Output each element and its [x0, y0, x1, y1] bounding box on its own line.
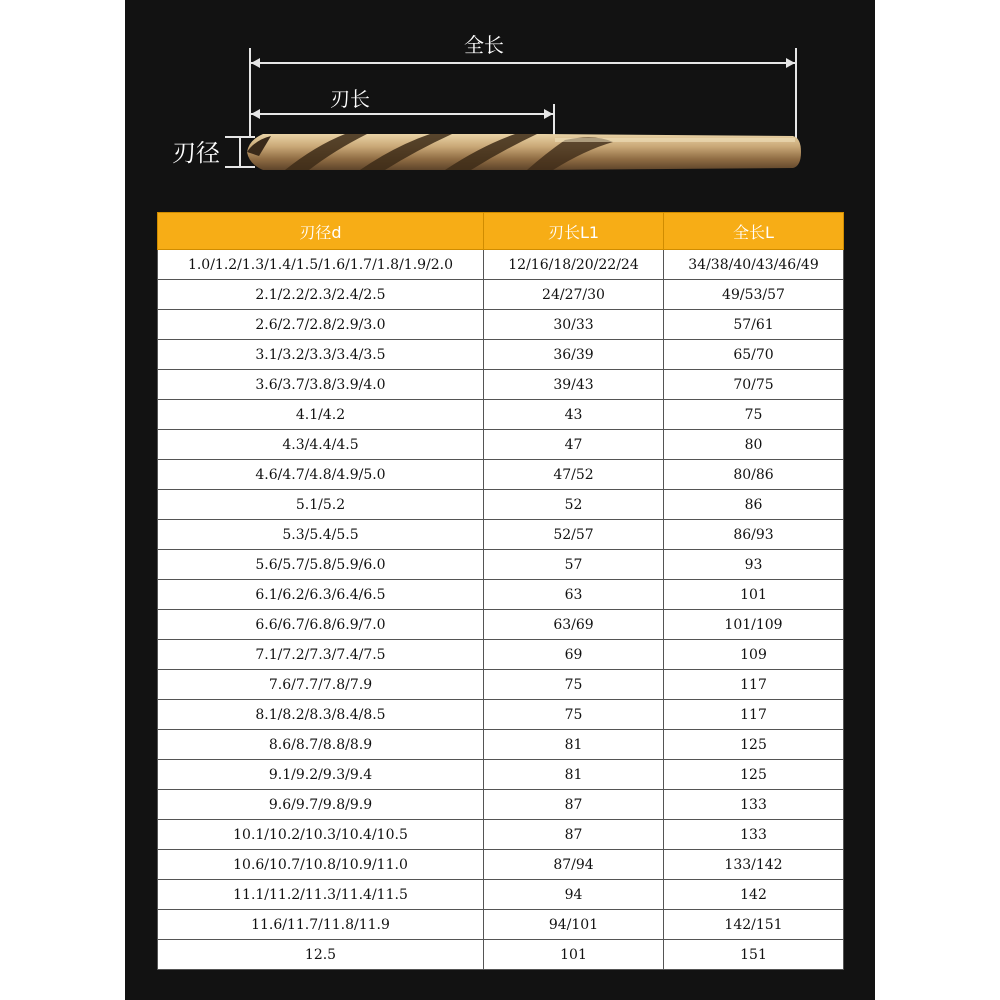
cell-diameter: 9.6/9.7/9.8/9.9: [158, 790, 484, 820]
cell-blade-length: 63/69: [484, 610, 664, 640]
table-row: [158, 640, 844, 670]
cell-blade-length: 52: [484, 490, 664, 520]
header-blade-length: 刃长L1: [484, 213, 664, 250]
cell-total-length: 101: [664, 580, 844, 610]
table-row: [158, 430, 844, 460]
cell-diameter: 4.3/4.4/4.5: [158, 430, 484, 460]
table-row: [158, 700, 844, 730]
cell-blade-length: 81: [484, 760, 664, 790]
cell-total-length: 133: [664, 790, 844, 820]
cell-blade-length: 75: [484, 670, 664, 700]
table-row: [158, 790, 844, 820]
cell-blade-length: 47/52: [484, 460, 664, 490]
total-length-line: [251, 62, 795, 64]
table-row: [158, 460, 844, 490]
cell-diameter: 11.1/11.2/11.3/11.4/11.5: [158, 880, 484, 910]
cell-diameter: 10.6/10.7/10.8/10.9/11.0: [158, 850, 484, 880]
cell-blade-length: 12/16/18/20/22/24: [484, 250, 664, 280]
cell-diameter: 4.1/4.2: [158, 400, 484, 430]
diameter-label: 刃径: [172, 139, 220, 167]
table-row: [158, 940, 844, 970]
table-row: [158, 910, 844, 940]
cell-diameter: 3.1/3.2/3.3/3.4/3.5: [158, 340, 484, 370]
cell-total-length: 133: [664, 820, 844, 850]
table-row: [158, 850, 844, 880]
cell-blade-length: 94: [484, 880, 664, 910]
table-row: [158, 730, 844, 760]
cell-blade-length: 39/43: [484, 370, 664, 400]
cell-total-length: 117: [664, 700, 844, 730]
cell-blade-length: 52/57: [484, 520, 664, 550]
cell-diameter: 7.1/7.2/7.3/7.4/7.5: [158, 640, 484, 670]
cell-diameter: 5.1/5.2: [158, 490, 484, 520]
blade-length-label: 刃长: [326, 88, 374, 110]
cell-total-length: 142/151: [664, 910, 844, 940]
cell-total-length: 34/38/40/43/46/49: [664, 250, 844, 280]
table-row: [158, 370, 844, 400]
cell-total-length: 125: [664, 730, 844, 760]
total-length-label: 全长: [460, 34, 508, 56]
cell-diameter: 2.1/2.2/2.3/2.4/2.5: [158, 280, 484, 310]
cell-total-length: 142: [664, 880, 844, 910]
cell-diameter: 2.6/2.7/2.8/2.9/3.0: [158, 310, 484, 340]
cell-diameter: 10.1/10.2/10.3/10.4/10.5: [158, 820, 484, 850]
cell-total-length: 80: [664, 430, 844, 460]
total-length-arrow-right: [786, 58, 795, 68]
cell-blade-length: 69: [484, 640, 664, 670]
cell-blade-length: 87: [484, 820, 664, 850]
cell-diameter: 1.0/1.2/1.3/1.4/1.5/1.6/1.7/1.8/1.9/2.0: [158, 250, 484, 280]
cell-total-length: 86: [664, 490, 844, 520]
table-row: [158, 520, 844, 550]
cell-diameter: 9.1/9.2/9.3/9.4: [158, 760, 484, 790]
blade-length-arrow-left: [251, 109, 260, 119]
cell-blade-length: 36/39: [484, 340, 664, 370]
cell-diameter: 5.6/5.7/5.8/5.9/6.0: [158, 550, 484, 580]
cell-diameter: 12.5: [158, 940, 484, 970]
table-row: [158, 400, 844, 430]
cell-diameter: 5.3/5.4/5.5: [158, 520, 484, 550]
cell-blade-length: 47: [484, 430, 664, 460]
table-row: [158, 820, 844, 850]
cell-diameter: 6.6/6.7/6.8/6.9/7.0: [158, 610, 484, 640]
cell-total-length: 125: [664, 760, 844, 790]
cell-diameter: 7.6/7.7/7.8/7.9: [158, 670, 484, 700]
cell-blade-length: 101: [484, 940, 664, 970]
table-row: [158, 310, 844, 340]
table-row: [158, 760, 844, 790]
cell-total-length: 93: [664, 550, 844, 580]
cell-total-length: 133/142: [664, 850, 844, 880]
table-row: [158, 490, 844, 520]
cell-diameter: 8.1/8.2/8.3/8.4/8.5: [158, 700, 484, 730]
table-row: [158, 550, 844, 580]
cell-blade-length: 94/101: [484, 910, 664, 940]
cell-total-length: 80/86: [664, 460, 844, 490]
cell-blade-length: 87: [484, 790, 664, 820]
diameter-line: [239, 136, 241, 166]
cell-blade-length: 63: [484, 580, 664, 610]
cell-total-length: 57/61: [664, 310, 844, 340]
cell-total-length: 109: [664, 640, 844, 670]
cell-blade-length: 24/27/30: [484, 280, 664, 310]
cell-total-length: 65/70: [664, 340, 844, 370]
cell-total-length: 117: [664, 670, 844, 700]
blade-length-arrow-right: [544, 109, 553, 119]
total-length-arrow-left: [251, 58, 260, 68]
table-row: [158, 250, 844, 280]
cell-total-length: 49/53/57: [664, 280, 844, 310]
table-row: [158, 670, 844, 700]
cell-diameter: 3.6/3.7/3.8/3.9/4.0: [158, 370, 484, 400]
cell-total-length: 101/109: [664, 610, 844, 640]
cell-diameter: 6.1/6.2/6.3/6.4/6.5: [158, 580, 484, 610]
cell-blade-length: 81: [484, 730, 664, 760]
cell-blade-length: 75: [484, 700, 664, 730]
cell-total-length: 86/93: [664, 520, 844, 550]
cell-blade-length: 87/94: [484, 850, 664, 880]
cell-blade-length: 43: [484, 400, 664, 430]
cell-total-length: 70/75: [664, 370, 844, 400]
cell-blade-length: 57: [484, 550, 664, 580]
table-header-row: [158, 213, 844, 250]
blade-length-line: [251, 113, 553, 115]
cell-total-length: 75: [664, 400, 844, 430]
drill-bit-image: [245, 126, 805, 178]
cell-diameter: 11.6/11.7/11.8/11.9: [158, 910, 484, 940]
table-row: [158, 880, 844, 910]
table-row: [158, 580, 844, 610]
cell-diameter: 4.6/4.7/4.8/4.9/5.0: [158, 460, 484, 490]
total-length-right-tick: [795, 48, 797, 138]
header-diameter: 刃径d: [158, 213, 484, 250]
cell-blade-length: 30/33: [484, 310, 664, 340]
table-row: [158, 610, 844, 640]
table-row: [158, 340, 844, 370]
header-total-length: 全长L: [664, 213, 844, 250]
spec-table: [157, 212, 844, 970]
cell-total-length: 151: [664, 940, 844, 970]
table-row: [158, 280, 844, 310]
cell-diameter: 8.6/8.7/8.8/8.9: [158, 730, 484, 760]
